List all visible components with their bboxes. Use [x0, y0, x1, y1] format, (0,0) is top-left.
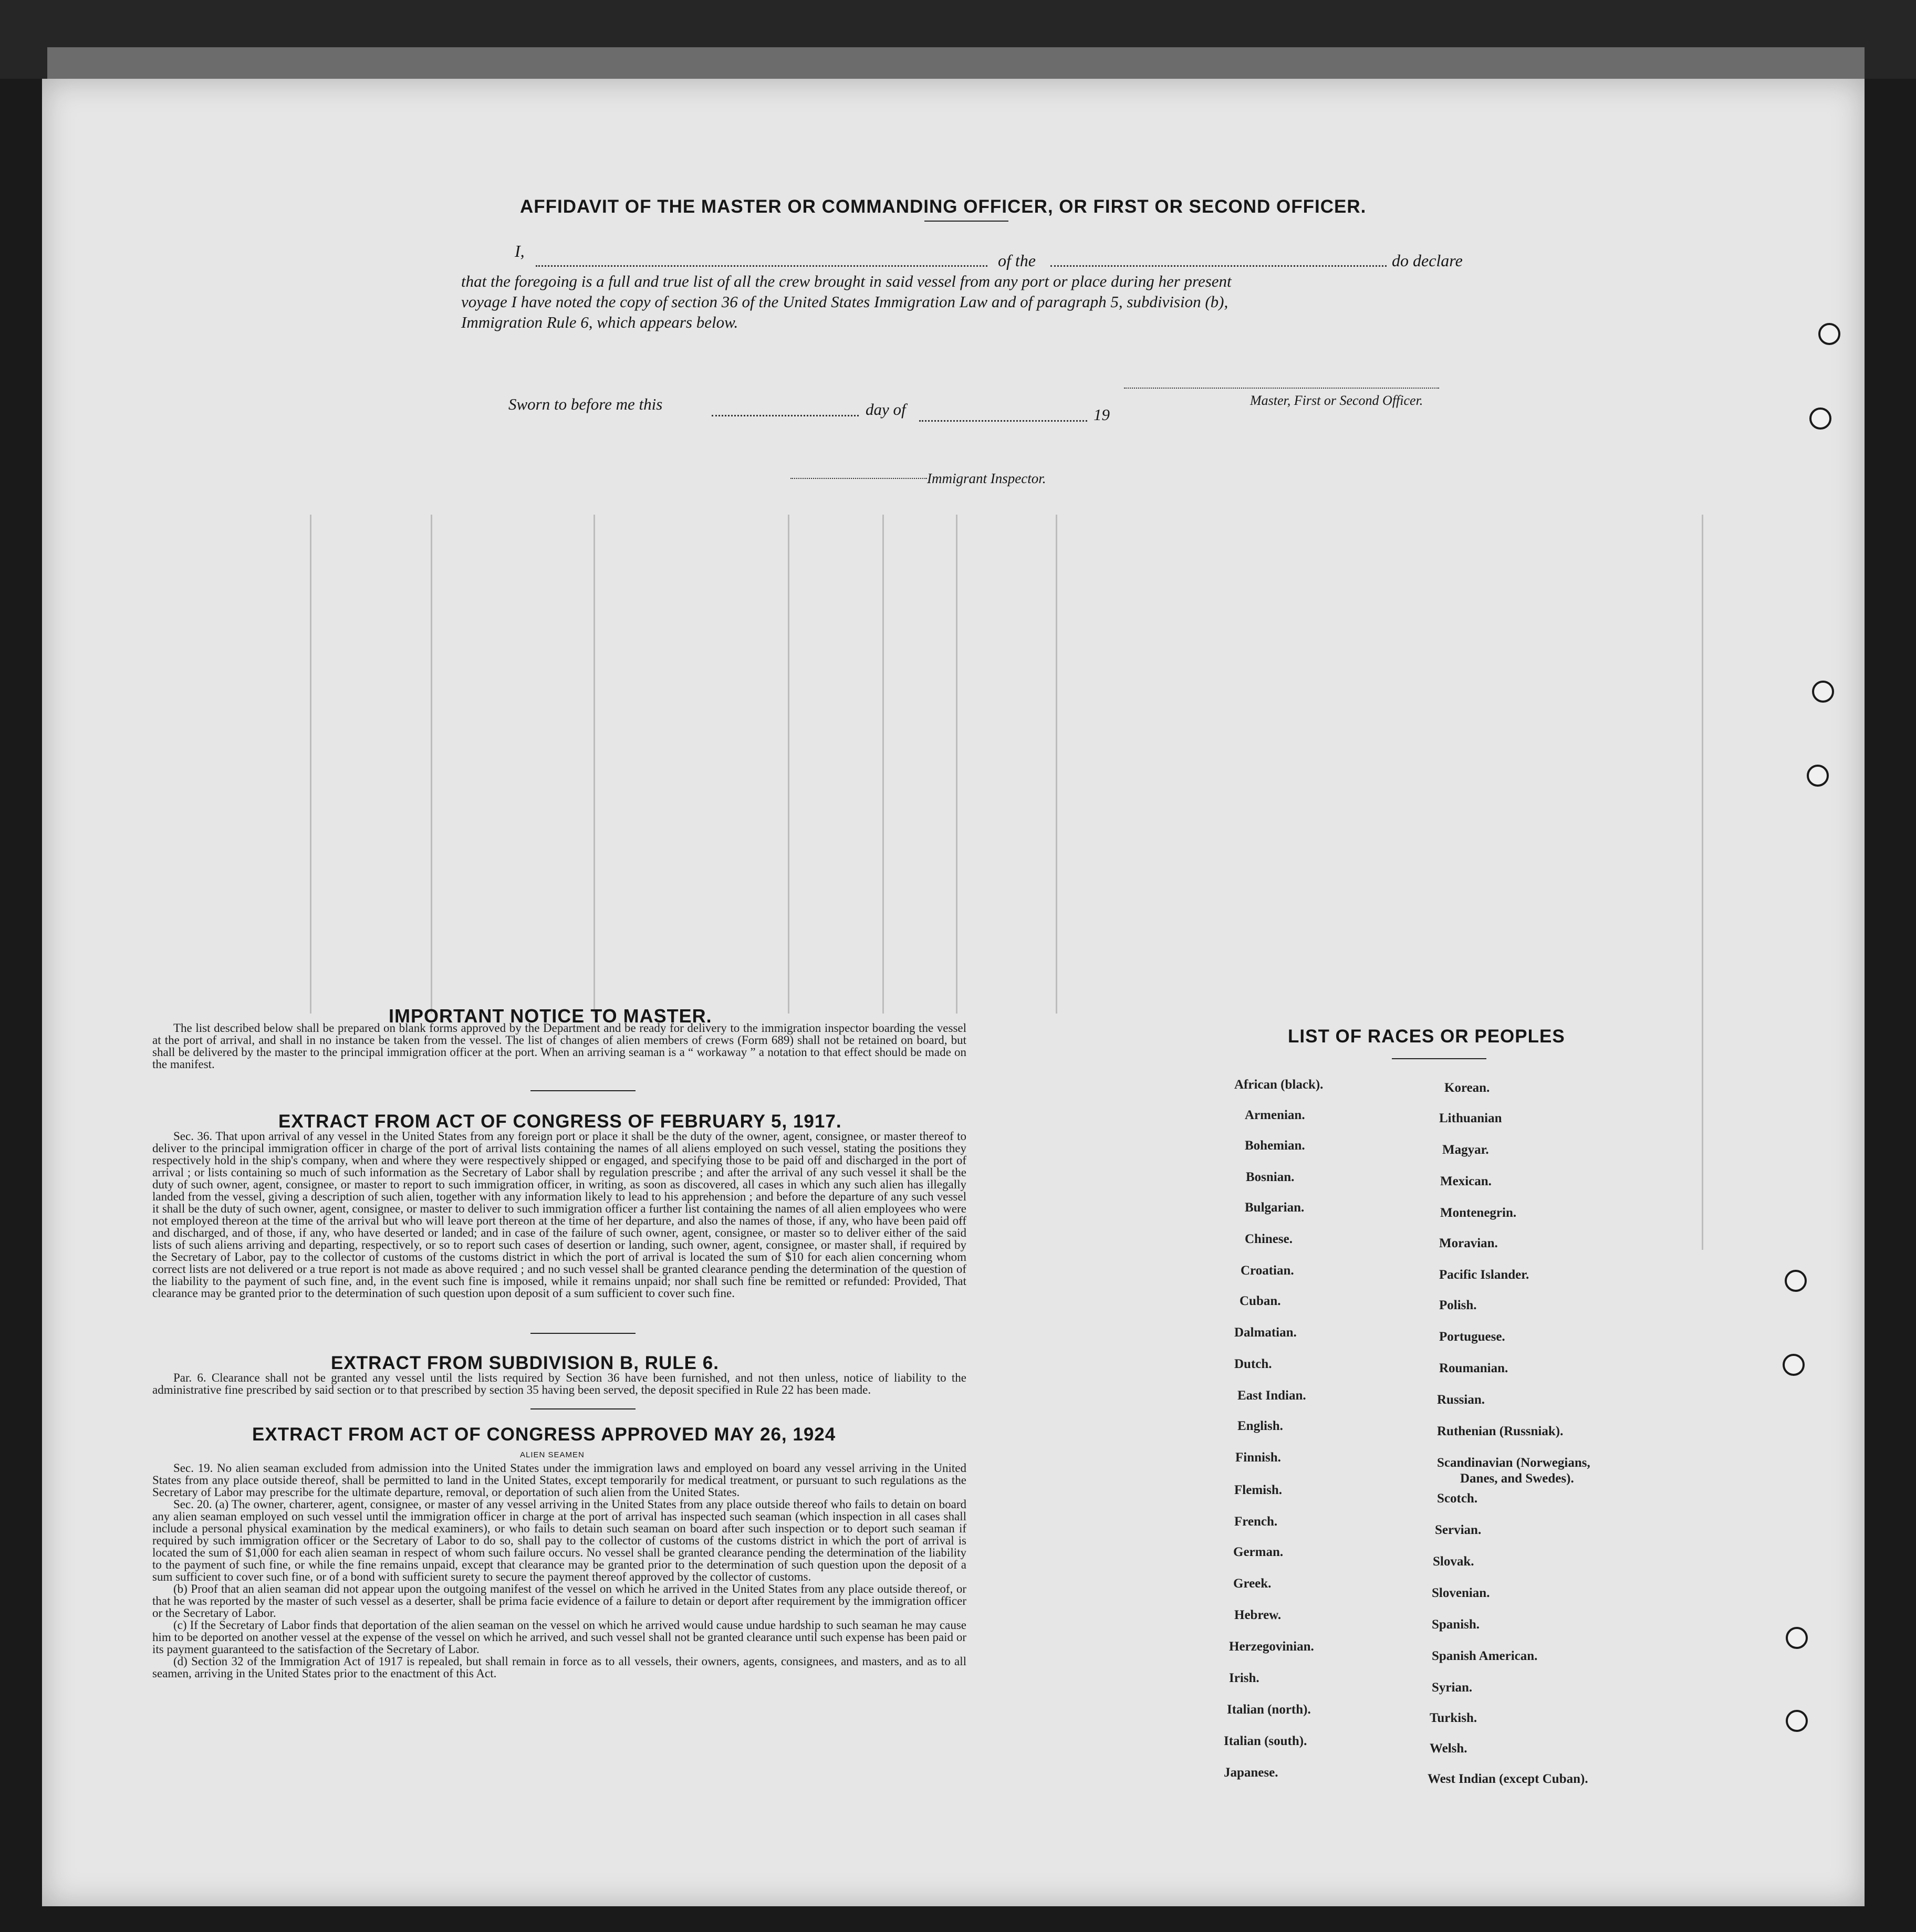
faint-column-line [1702, 515, 1703, 1250]
faint-column-line [1056, 515, 1057, 1014]
race-item: Mexican. [1440, 1174, 1492, 1188]
year-prefix: 19 [1094, 405, 1110, 424]
race-item: West Indian (except Cuban). [1428, 1772, 1588, 1786]
extract-1924-title: EXTRACT FROM ACT OF CONGRESS APPROVED MAY 26, 1924 [252, 1424, 836, 1445]
binder-hole [1807, 765, 1829, 787]
sec-19-paragraph: Sec. 19. No alien seaman excluded from admission into the United States under the immigration laws and employed on board any vessel arriving in the United States from any place outside thereof, shall be permitted to land in the United States, except temporarily for medical treatment, or pursuant to such regulations as the Secretary of Labor may prescribe for the ultimate departure, removal, or deportation of such alien from the United States. [152, 1461, 966, 1499]
affidavit-line-2: that the foregoing is a full and true list of all the crew brought in said vessel from any port or place during her present [461, 272, 1232, 290]
affidavit-line-3: voyage I have noted the copy of section 36 of the United States Immigration Law and of paragraph 5, subdivision (b), [461, 293, 1228, 311]
race-item: Bulgarian. [1245, 1200, 1305, 1215]
faint-column-line [310, 515, 311, 1014]
race-item: Magyar. [1442, 1143, 1489, 1157]
race-item: Moravian. [1439, 1236, 1498, 1250]
race-item: Dutch. [1234, 1357, 1272, 1371]
race-item: English. [1237, 1419, 1283, 1433]
sec-20a-paragraph: Sec. 20. (a) The owner, charterer, agent, consignee, or master of any vessel arriving in the United States from any place outside thereof who fails to detain on board any alien seaman employed on such vessel until the immigration officer in charge at the port of arrival has inspected such seaman (which inspection in all cases shall include a personal physical examination by the medical examiners), or who fails to detain such seaman on board after such inspection or to deport such seaman if required by such immigration officer or the Secretary of Labor to do so, shall pay to the collector of customs of the customs district in which the port of arrival is located the sum of $1,000 for each alien seaman in respect of whom such failure occurs. No vessel shall be granted clearance pending the determination of the liability to the payment of such fine, or while the fine remains unpaid, except that clearance may be granted prior to the determination of such question upon the deposit of a sum sufficient to cover such fine, or of a bond with sufficient surety to secure the payment thereof approved by the collector of customs. [152, 1498, 966, 1583]
race-item: Bohemian. [1245, 1139, 1305, 1153]
race-item: Chinese. [1245, 1232, 1293, 1246]
race-item: Pacific Islander. [1439, 1268, 1529, 1282]
race-item: Herzegovinian. [1229, 1639, 1314, 1654]
race-item: Ruthenian (Russniak). [1437, 1424, 1564, 1438]
sec-36-paragraph: Sec. 36. That upon arrival of any vessel in the United States from any foreign port or place it shall be the duty of the owner, agent, consignee, or master thereof to deliver to the principal immigration officer in charge of the port of arrival lists containing the names of all aliens employed on such vessel, stating the positions they respectively hold in the ship's company, when and where they were respectively shipped or engaged, and specifying those to be paid off and discharged in the port of arrival ; or lists containing so much of such information as the Secretary of Labor shall by regulation prescribe ; and after the arrival of any such vessel it shall be the duty of such owner, agent, consignee, or master to report to such immigration officer, in writing, as soon as discovered, all cases in which any such alien has illegally landed from the vessel, giving a description of such alien, together with any information likely to lead to his apprehension ; and before the departure of any such vessel it shall be the duty of such owner, agent, consignee, or master to deliver to such immigration officer a further list containing the names of all alien employees who were not employed thereon at the time of the arrival but who will leave port thereon at the time of her departure, and also the names of those, if any, who have been paid off and discharged, and of those, if any, who have deserted or landed; and in case of the failure of such owner, agent, consignee, or master so to deliver either of the said lists of such aliens arriving and departing, respectively, or so to report such cases of desertion or landing, such owner, agent, consignee, or master shall, if required by the Secretary of Labor, pay to the collector of customs of the customs district in which the port of arrival is located the sum of $10 for each alien concerning whom correct lists are not delivered or a true report is not made as above required ; and no such vessel shall be granted clearance pending the determination of the question of the liability to the payment of such fine, and, in the event such fine is imposed, while it remains unpaid; nor shall such fine be remitted or refunded: Provided, That clearance may be granted prior to the determination of such question upon deposit of a sum sufficient to cover such fine. [152, 1130, 966, 1300]
binder-hole [1786, 1710, 1808, 1732]
sworn-day-field[interactable] [712, 415, 859, 416]
extract-1917-rule [530, 1333, 636, 1334]
races-title-rule [1392, 1058, 1486, 1059]
master-name-field[interactable] [536, 265, 987, 267]
faint-column-line [882, 515, 884, 1014]
race-item: Armenian. [1245, 1108, 1305, 1122]
affidavit-title-rule [924, 221, 1008, 222]
vessel-name-field[interactable] [1050, 265, 1387, 267]
binder-hole [1812, 681, 1834, 703]
notice-text [152, 1022, 966, 1070]
affidavit-do-declare: do declare [1392, 251, 1463, 270]
race-item: Polish. [1439, 1298, 1477, 1312]
race-item: Italian (south). [1224, 1734, 1307, 1748]
alien-seamen-subtitle: ALIEN SEAMEN [520, 1450, 585, 1459]
binder-hole [1783, 1354, 1805, 1376]
sworn-month-field[interactable] [919, 420, 1087, 422]
race-item: Montenegrin. [1440, 1206, 1517, 1220]
race-item: Finnish. [1235, 1450, 1281, 1465]
race-item: Syrian. [1432, 1680, 1473, 1695]
extract-1917-text [152, 1130, 966, 1299]
race-item: Turkish. [1430, 1711, 1477, 1725]
race-item: Scandinavian (Norwegians, [1437, 1456, 1590, 1470]
race-item: Lithuanian [1439, 1111, 1502, 1125]
faint-column-line [431, 515, 432, 1014]
race-item: Cuban. [1240, 1294, 1281, 1308]
race-item: Spanish. [1432, 1617, 1480, 1632]
sworn-text: Sworn to before me this [508, 395, 663, 413]
signature-line[interactable] [1124, 388, 1439, 389]
sec-20d-paragraph: (d) Section 32 of the Immigration Act of 1917 is repealed, but shall remain in force as to all vessels, their owners, agents, consignees, and masters, and as to all seamen, arriving in the United States prior to the enactment of this Act. [152, 1655, 966, 1680]
race-item: Hebrew. [1234, 1608, 1282, 1622]
binder-hole [1818, 323, 1840, 345]
faint-column-line [593, 515, 595, 1014]
race-item: Slovak. [1433, 1554, 1474, 1569]
inspector-signature-line[interactable] [790, 478, 927, 479]
race-item: Russian. [1437, 1393, 1485, 1407]
race-item: East Indian. [1237, 1388, 1306, 1403]
race-item: Servian. [1435, 1523, 1482, 1537]
affidavit-line-4: Immigration Rule 6, which appears below. [461, 313, 738, 331]
race-item: Roumanian. [1439, 1361, 1508, 1375]
notice-paragraph: The list described below shall be prepared on blank forms approved by the Department and be ready for delivery to the immigration inspector boarding the vessel at the port of arrival, and shall in no instance be taken from the vessel. The list of changes of alien members of crews (Form 689) shall not be retained on board, but shall be delivered by the master to the principal immigration officer at the port. When an arriving seaman is a “ workaway ” a notation to that effect should be made on the manifest. [152, 1021, 966, 1071]
race-item: Dalmatian. [1234, 1325, 1297, 1340]
race-item: Greek. [1233, 1576, 1272, 1591]
rule-6-title: EXTRACT FROM SUBDIVISION B, RULE 6. [331, 1353, 719, 1373]
notice-rule [530, 1090, 636, 1091]
race-item: Slovenian. [1432, 1586, 1490, 1600]
race-item: Italian (north). [1227, 1703, 1311, 1717]
race-item: Welsh. [1430, 1741, 1467, 1756]
extract-1917-title: EXTRACT FROM ACT OF CONGRESS OF FEBRUARY 5, 1917. [278, 1111, 842, 1132]
rule-6-rule [530, 1408, 636, 1409]
race-item: Irish. [1229, 1671, 1259, 1685]
day-of-text: day of [866, 400, 906, 419]
binder-hole [1809, 408, 1831, 430]
affidavit-i: I, [515, 242, 525, 260]
notice-title: IMPORTANT NOTICE TO MASTER. [389, 1005, 712, 1027]
races-title: LIST OF RACES OR PEOPLES [1288, 1026, 1565, 1047]
par-6-paragraph: Par. 6. Clearance shall not be granted any vessel until the lists required by Section 36 have been furnished, and not then unless, notice of liability to the administrative fine prescribed by said section or to that prescribed by section 35 having been served, the deposit specified in Rule 22 has been made. [152, 1371, 966, 1396]
underlying-page-strip [47, 47, 1865, 79]
race-item: Danes, and Swedes). [1460, 1471, 1574, 1486]
race-item: German. [1233, 1545, 1284, 1559]
race-item: Japanese. [1224, 1766, 1278, 1780]
binder-hole [1785, 1270, 1807, 1292]
faint-column-line [788, 515, 789, 1014]
race-item: Scotch. [1437, 1491, 1478, 1506]
signature-label: Master, First or Second Officer. [1250, 393, 1423, 408]
affidavit-of-the: of the [998, 251, 1036, 270]
extract-1924-text [152, 1462, 966, 1679]
faint-column-line [956, 515, 957, 1014]
race-item: African (black). [1234, 1078, 1324, 1092]
affidavit-title: AFFIDAVIT OF THE MASTER OR COMMANDING OFFICER, OR FIRST OR SECOND OFFICER. [520, 196, 1367, 217]
binder-hole [1786, 1627, 1808, 1649]
race-item: Portuguese. [1439, 1330, 1505, 1344]
race-item: Croatian. [1241, 1263, 1294, 1278]
sec-20b-paragraph: (b) Proof that an alien seaman did not appear upon the outgoing manifest of the vessel on which he arrived in the United States from any place outside thereof, or that he was reported by the master of such vessel as a deserter, shall be prima facie evidence of a failure to detain or deport after requirement by the immigration officer or the Secretary of Labor. [152, 1582, 966, 1620]
inspector-label: Immigrant Inspector. [927, 471, 1046, 486]
sec-20c-paragraph: (c) If the Secretary of Labor finds that deportation of the alien seaman on the vessel on which he arrived would cause undue hardship to such seaman he may cause him to be deported on another vessel at the expense of the vessel on which he arrived, and such vessel shall not be granted clearance until such expense has been paid or its payment guaranteed to the satisfaction of the Secretary of Labor. [152, 1618, 966, 1656]
race-item: Bosnian. [1246, 1170, 1295, 1184]
race-item: Flemish. [1234, 1483, 1282, 1497]
race-item: French. [1234, 1515, 1278, 1529]
race-item: Spanish American. [1432, 1649, 1538, 1663]
rule-6-text [152, 1372, 966, 1396]
race-item: Korean. [1444, 1081, 1490, 1095]
